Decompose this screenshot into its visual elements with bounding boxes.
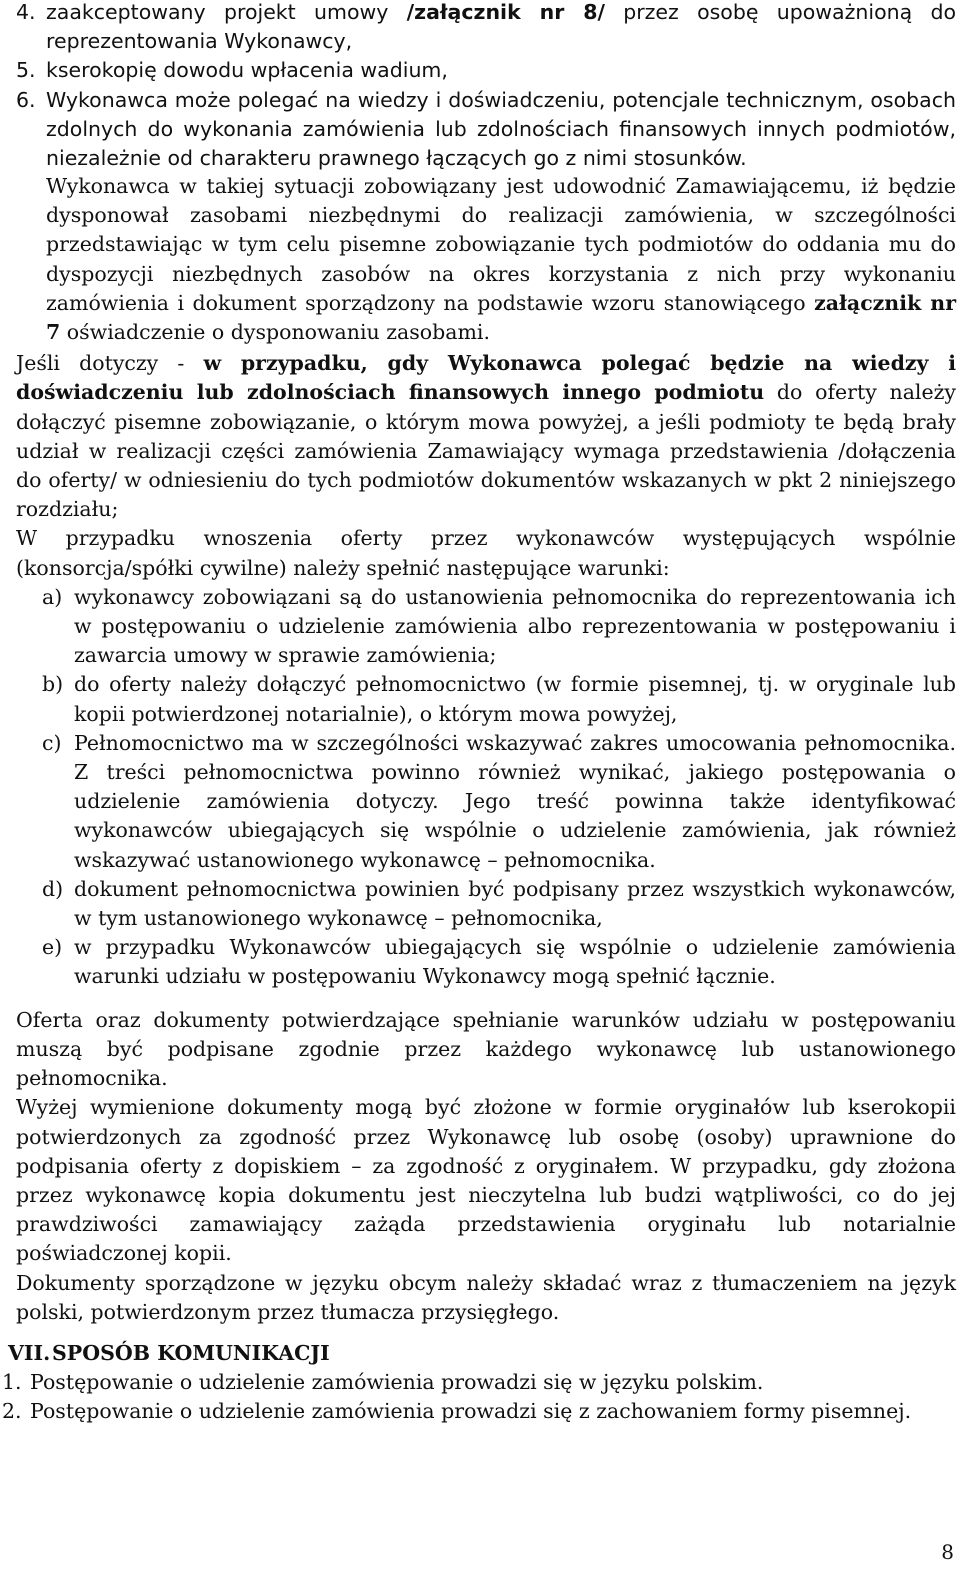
conditions-list xyxy=(16,583,956,992)
top-list xyxy=(16,0,956,173)
item-text: Pełnomocnictwo ma w szczególności wskazywać zakres umocowania pełnomocnika. Z treści pełnomocnictwa powinno również wynikać, jakiego postępowania o udzielenie zamówienia dotyczy. Jego treść powinna także identyfikować wykonawców ubiegających się wspólnie o udzielenie zamówienia, jak również wskazywać ustanowionego wykonawcę – pełnomocnika. xyxy=(74,730,956,872)
list-item-5 xyxy=(16,56,956,85)
section-number: VII. xyxy=(8,1340,51,1365)
list-number: 1. xyxy=(2,1370,22,1395)
section-item-1 xyxy=(2,1368,942,1397)
paragraph-text: do oferty należy dołączyć pisemne zobowiązanie, o którym mowa powyżej, a jeśli podmioty te będą brały udział w realizacji części zamówienia Zamawiający wymaga przedstawienia /dołączenia do oferty/ w odniesieniu do tych podmiotów dokumentów wskazanych w pkt 2 niniejszego rozdziału; xyxy=(16,380,956,522)
paragraph-konsorcjum: W przypadku wnoszenia oferty przez wykonawców występujących wspólnie (konsorcja/spółki cywilne) należy spełnić następujące warunki: xyxy=(16,526,956,580)
main-content xyxy=(2,172,956,1427)
item6-continuation xyxy=(16,172,956,347)
paragraph-jezyk: Dokumenty sporządzone w języku obcym należy składać wraz z tłumaczeniem na język polski, potwierdzonym przez tłumacza przysięgłego. xyxy=(16,1270,956,1324)
list-number: 2. xyxy=(2,1399,22,1424)
paragraph-text: oświadczenie o dysponowaniu zasobami. xyxy=(60,320,490,345)
item-text: Postępowanie o udzielenie zamówienia prowadzi się w języku polskim. xyxy=(30,1370,764,1395)
item-text: Wykonawca może polegać na wiedzy i doświadczeniu, potencjale technicznym, osobach zdolnych do wykonania zamówienia lub zdolnościach finansowych innych podmiotów, niezależnie od charakteru prawnego łączących go z nimi stosunków. xyxy=(46,87,956,171)
condition-a xyxy=(16,583,956,671)
item-text: przez osobę upoważnioną do reprezentowania Wykonawcy, xyxy=(46,0,956,54)
item-text: wykonawcy zobowiązani są do ustanowienia pełnomocnika do reprezentowania ich w postępowaniu o udzielenie zamówienia albo reprezentowania w postępowaniu i zawarcia umowy w sprawie zamówienia; xyxy=(74,584,956,668)
attachment-ref: /załącznik nr 8/ xyxy=(406,0,605,24)
list-letter: a) xyxy=(42,584,63,609)
condition-b xyxy=(16,670,956,728)
paragraph-text: Wykonawca w takiej sytuacji zobowiązany jest udowodnić Zamawiającemu, iż będzie dysponował zasobami niezbędnymi do realizacji zamówienia, w szczególności przedstawiając w tym celu pisemne zobowiązanie tych podmiotów do oddania mu do dyspozycji niezbędnych zasobów na okres korzystania z nich przy wykonaniu zamówienia i dokument sporządzony na podstawie wzoru stanowiącego xyxy=(46,174,956,315)
list-number: 6. xyxy=(16,87,36,112)
page-number: 8 xyxy=(941,1540,954,1564)
attachment-ref: załącznik nr 7 xyxy=(46,290,956,345)
list-item-4 xyxy=(16,0,956,56)
section-title: SPOSÓB KOMUNIKACJI xyxy=(52,1340,330,1365)
list-letter: b) xyxy=(42,672,64,697)
item-text: kserokopię dowodu wpłacenia wadium, xyxy=(46,58,448,83)
item-text: zaakceptowany projekt umowy xyxy=(46,0,407,24)
item-text: w przypadku Wykonawców ubiegających się wspólnie o udzielenie zamówienia warunki udziału w postępowaniu Wykonawcy mogą spełnić łącznie. xyxy=(74,935,956,989)
item-text: dokument pełnomocnictwa powinien być podpisany przez wszystkich wykonawców, w tym ustanowionego wykonawcę – pełnomocnika, xyxy=(74,876,956,931)
section-item-2 xyxy=(2,1397,942,1426)
item-text: Postępowanie o udzielenie zamówienia prowadzi się z zachowaniem formy pisemnej. xyxy=(30,1399,912,1424)
list-number: 4. xyxy=(16,0,36,24)
item-text: do oferty należy dołączyć pełnomocnictwo (w formie pisemnej, tj. w oryginale lub kopii potwierdzonej notarialnie), o którym mowa powyżej, xyxy=(74,672,956,726)
spacer xyxy=(16,992,956,1006)
list-letter: c) xyxy=(42,730,62,755)
list-letter: d) xyxy=(42,876,64,901)
paragraph-wyzej: Wyżej wymienione dokumenty mogą być złożone w formie oryginałów lub kserokopii potwierdzonych za zgodność przez Wykonawcę lub osobę (osoby) uprawnione do podpisania oferty z dopiskiem – za zgodność z oryginałem. W przypadku, gdy złożona przez wykonawcę kopia dokumentu jest nieczytelna lub budzi wątpliwości, co do jej prawdziwości zamawiający zażąda przedstawienia oryginału lub notarialnie poświadczonej kopii. xyxy=(16,1095,956,1266)
list-number: 5. xyxy=(16,58,36,83)
paragraph-oferta: Oferta oraz dokumenty potwierdzające spełnianie warunków udziału w postępowaniu muszą być podpisane zgodnie przez każdego wykonawcę lub ustanowionego pełnomocnika. xyxy=(16,1007,956,1091)
condition-e xyxy=(16,933,956,991)
list-item-6 xyxy=(16,86,956,174)
condition-c xyxy=(16,729,956,875)
section-heading xyxy=(8,1339,948,1368)
paragraph-jesli xyxy=(16,349,956,524)
list-letter: e) xyxy=(42,935,63,960)
emphasis-text: w przypadku, gdy Wykonawca polegać będzie na wiedzy i doświadczeniu lub zdolnościach finansowych innego podmiotu xyxy=(16,351,956,405)
condition-d xyxy=(16,875,956,933)
paragraph-text: Jeśli dotyczy - xyxy=(16,351,204,376)
